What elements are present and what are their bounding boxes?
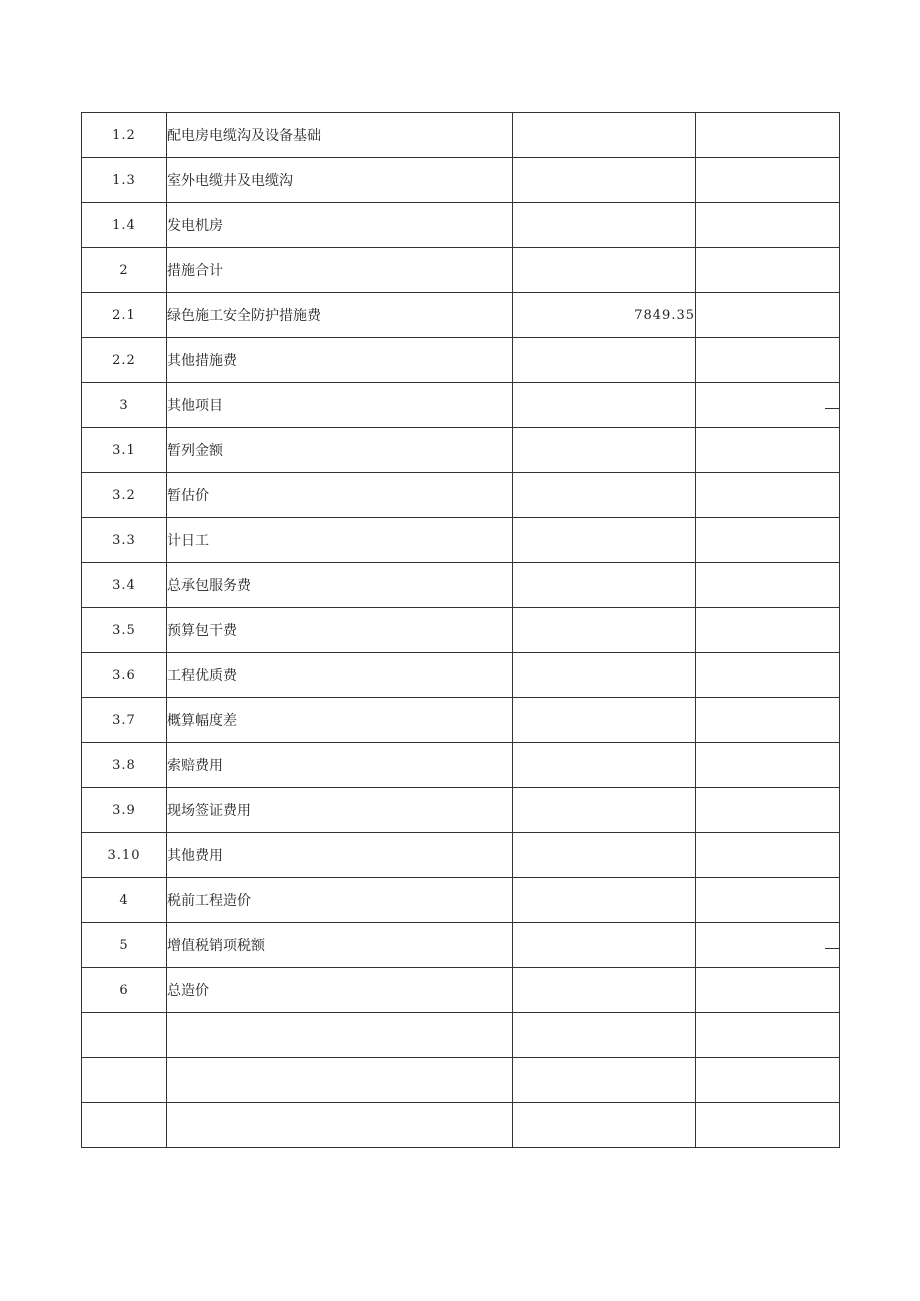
item-name [167, 1013, 513, 1058]
table-row [82, 653, 840, 698]
item-remark [696, 923, 840, 968]
table-row [82, 608, 840, 653]
table-row [82, 158, 840, 203]
table-row [82, 968, 840, 1013]
item-name: 其他措施费 [167, 338, 513, 383]
item-amount: 7849.35 [513, 293, 696, 338]
item-name: 计日工 [167, 518, 513, 563]
item-amount [513, 473, 696, 518]
item-number: 5 [82, 923, 167, 968]
table-row [82, 338, 840, 383]
item-number: 3.1 [82, 428, 167, 473]
item-remark [696, 113, 840, 158]
item-remark [696, 1013, 840, 1058]
item-name: 索赔费用 [167, 743, 513, 788]
item-remark [696, 878, 840, 923]
table-row [82, 248, 840, 293]
item-name: 预算包干费 [167, 608, 513, 653]
item-number: 3.2 [82, 473, 167, 518]
item-amount [513, 608, 696, 653]
item-number [82, 1013, 167, 1058]
item-remark [696, 743, 840, 788]
table-row [82, 698, 840, 743]
item-name: 暂列金额 [167, 428, 513, 473]
item-number: 3.7 [82, 698, 167, 743]
table-row [82, 428, 840, 473]
item-remark [696, 383, 840, 428]
dash-mark [825, 948, 839, 949]
item-remark [696, 518, 840, 563]
item-number: 3.8 [82, 743, 167, 788]
item-number: 4 [82, 878, 167, 923]
item-number: 2.1 [82, 293, 167, 338]
item-number: 1.4 [82, 203, 167, 248]
item-number: 3.6 [82, 653, 167, 698]
item-name: 发电机房 [167, 203, 513, 248]
item-number: 2.2 [82, 338, 167, 383]
item-number: 3.10 [82, 833, 167, 878]
item-amount [513, 338, 696, 383]
table-row [82, 833, 840, 878]
item-amount [513, 518, 696, 563]
item-amount [513, 1013, 696, 1058]
dash-mark [825, 408, 839, 409]
item-amount [513, 563, 696, 608]
item-remark [696, 608, 840, 653]
table-row [82, 563, 840, 608]
table-row [82, 518, 840, 563]
table-row [82, 293, 840, 338]
item-number: 1.3 [82, 158, 167, 203]
item-amount [513, 203, 696, 248]
item-name [167, 1058, 513, 1103]
table-row [82, 473, 840, 518]
item-number: 3.9 [82, 788, 167, 833]
item-name [167, 1103, 513, 1148]
item-number: 3.3 [82, 518, 167, 563]
item-amount [513, 653, 696, 698]
item-amount [513, 743, 696, 788]
item-amount [513, 788, 696, 833]
item-name: 税前工程造价 [167, 878, 513, 923]
item-number: 3.5 [82, 608, 167, 653]
item-amount [513, 698, 696, 743]
item-remark [696, 203, 840, 248]
item-remark [696, 968, 840, 1013]
item-amount [513, 383, 696, 428]
item-remark [696, 293, 840, 338]
item-number: 2 [82, 248, 167, 293]
item-remark [696, 158, 840, 203]
table-row [82, 1058, 840, 1103]
item-remark [696, 788, 840, 833]
item-amount [513, 878, 696, 923]
item-remark [696, 833, 840, 878]
item-amount [513, 968, 696, 1013]
item-remark [696, 338, 840, 383]
item-name: 其他项目 [167, 383, 513, 428]
item-number [82, 1103, 167, 1148]
item-name: 概算幅度差 [167, 698, 513, 743]
item-number: 6 [82, 968, 167, 1013]
item-amount [513, 1058, 696, 1103]
item-remark [696, 563, 840, 608]
table-row [82, 203, 840, 248]
item-remark [696, 1103, 840, 1148]
item-name: 绿色施工安全防护措施费 [167, 293, 513, 338]
item-name: 总造价 [167, 968, 513, 1013]
table-row [82, 743, 840, 788]
item-name: 室外电缆井及电缆沟 [167, 158, 513, 203]
item-amount [513, 158, 696, 203]
item-remark [696, 428, 840, 473]
item-amount [513, 1103, 696, 1148]
item-name: 其他费用 [167, 833, 513, 878]
item-name: 暂估价 [167, 473, 513, 518]
item-name: 总承包服务费 [167, 563, 513, 608]
table-row [82, 1103, 840, 1148]
item-number: 3 [82, 383, 167, 428]
item-remark [696, 248, 840, 293]
table-row [82, 923, 840, 968]
table-row [82, 788, 840, 833]
item-name: 增值税销项税额 [167, 923, 513, 968]
table-row [82, 383, 840, 428]
item-name: 现场签证费用 [167, 788, 513, 833]
item-name: 工程优质费 [167, 653, 513, 698]
table-row [82, 1013, 840, 1058]
table-row [82, 878, 840, 923]
item-remark [696, 1058, 840, 1103]
item-remark [696, 473, 840, 518]
item-number [82, 1058, 167, 1103]
item-amount [513, 113, 696, 158]
item-name: 措施合计 [167, 248, 513, 293]
item-name: 配电房电缆沟及设备基础 [167, 113, 513, 158]
item-amount [513, 428, 696, 473]
item-amount [513, 923, 696, 968]
item-number: 1.2 [82, 113, 167, 158]
item-remark [696, 698, 840, 743]
item-amount [513, 248, 696, 293]
table-row [82, 113, 840, 158]
item-number: 3.4 [82, 563, 167, 608]
cost-summary-table [81, 112, 840, 1148]
item-remark [696, 653, 840, 698]
item-amount [513, 833, 696, 878]
